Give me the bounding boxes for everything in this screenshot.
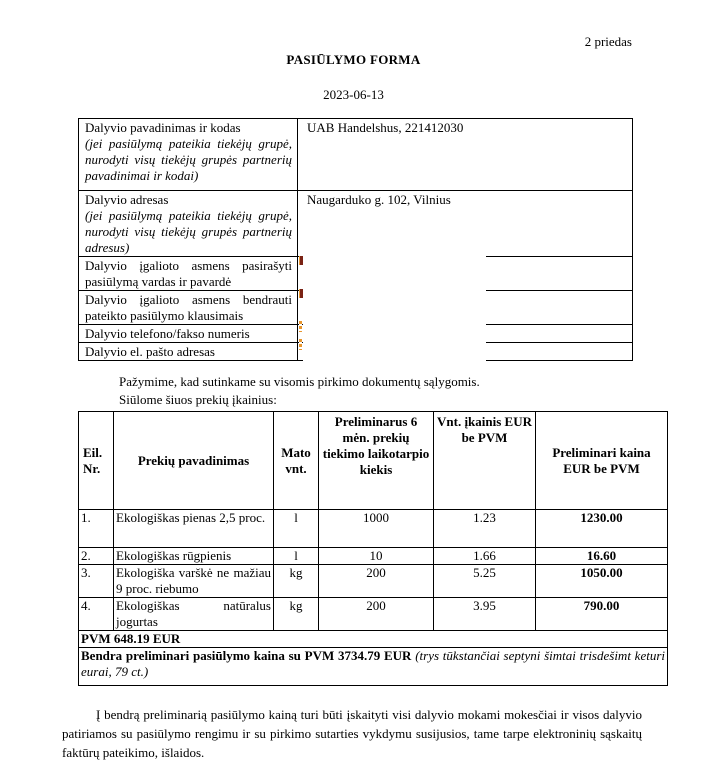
participant-value-cell: Naugarduko g. 102, Vilnius bbox=[298, 191, 633, 257]
field-note: (jei pasiūlymą pateikia tiekėjų grupė, nurodyti visų tiekėjų grupės partnerių pavadinimai ir kodai) bbox=[85, 136, 292, 183]
grand-total-row bbox=[79, 648, 668, 686]
product-name: Ekologiškas natūralus jogurtas bbox=[114, 598, 274, 631]
redacted-text-fragment bbox=[299, 256, 303, 265]
row-number: 1. bbox=[79, 510, 114, 548]
quantity: 10 bbox=[319, 548, 434, 565]
vat-amount: PVM 648.19 EUR bbox=[79, 631, 668, 648]
table-row bbox=[79, 598, 668, 631]
footer-paragraph: Į bendrą preliminarią pasiūlymo kainą turi būti įskaityti visi dalyvio mokami mokesčiai ir visos dalyvio patiriamos su pasiūlymo rengimu ir su pirkimo sutarties vykdymu susijusios, tame tarpe elektroninių sąskaitų faktūrų pateikimo, išlaidos. bbox=[62, 707, 642, 760]
field-label: Dalyvio adresas bbox=[85, 192, 169, 207]
table-row bbox=[79, 191, 633, 257]
product-name: Ekologiškas rūgpienis bbox=[114, 548, 274, 565]
line-total: 1230.00 bbox=[536, 510, 668, 548]
product-name: Ekologiška varškė ne mažiau 9 proc. riebumo bbox=[114, 565, 274, 598]
participant-label-cell bbox=[79, 343, 298, 361]
redacted-text-fragment bbox=[299, 289, 303, 298]
unit: kg bbox=[274, 598, 319, 631]
row-number: 3. bbox=[79, 565, 114, 598]
field-label: Dalyvio el. pašto adresas bbox=[85, 344, 215, 359]
field-note: (jei pasiūlymą pateikia tiekėjų grupė, nurodyti visų tiekėjų grupės partnerių adresus) bbox=[85, 208, 292, 255]
price-table bbox=[78, 411, 668, 686]
column-header: Preliminari kaina EUR be PVM bbox=[536, 412, 668, 510]
table-row bbox=[79, 510, 668, 548]
table-row bbox=[79, 119, 633, 191]
offer-line: Siūlome šiuos prekių įkainius: bbox=[119, 392, 277, 407]
table-row bbox=[79, 565, 668, 598]
participant-label-cell bbox=[79, 119, 298, 191]
consent-line: Pažymime, kad sutinkame su visomis pirkimo dokumentų sąlygomis. bbox=[119, 374, 480, 389]
document-date: 2023-06-13 bbox=[323, 87, 384, 102]
participant-label-cell bbox=[79, 257, 298, 291]
row-number: 2. bbox=[79, 548, 114, 565]
participant-label-cell bbox=[79, 291, 298, 325]
table-header-row bbox=[79, 412, 668, 510]
unit: l bbox=[274, 548, 319, 565]
redacted-text-fragment bbox=[299, 321, 302, 332]
redaction-overlay bbox=[303, 250, 486, 362]
row-number: 4. bbox=[79, 598, 114, 631]
grand-total-cell bbox=[79, 648, 668, 686]
unit-price: 1.23 bbox=[434, 510, 536, 548]
line-total: 790.00 bbox=[536, 598, 668, 631]
column-header: Prekių pavadinimas bbox=[114, 412, 274, 510]
column-header: Preliminarus 6 mėn. prekių tiekimo laikotarpio kiekis bbox=[319, 412, 434, 510]
grand-total-words: (trys tūkstančiai septyni šimtai trisdešimt keturi eurai, 79 ct.) bbox=[81, 648, 665, 679]
field-label: Dalyvio įgalioto asmens bendrauti pateikto pasiūlymo klausimais bbox=[85, 292, 292, 323]
column-header: Vnt. įkainis EUR be PVM bbox=[434, 412, 536, 510]
quantity: 1000 bbox=[319, 510, 434, 548]
participant-value-cell: UAB Handelshus, 221412030 bbox=[298, 119, 633, 191]
document-title: PASIŪLYMO FORMA bbox=[286, 52, 421, 67]
unit: l bbox=[274, 510, 319, 548]
table-row bbox=[79, 548, 668, 565]
field-label: Dalyvio pavadinimas ir kodas bbox=[85, 120, 241, 135]
column-header: Eil. Nr. bbox=[79, 412, 114, 510]
unit-price: 3.95 bbox=[434, 598, 536, 631]
line-total: 16.60 bbox=[536, 548, 668, 565]
quantity: 200 bbox=[319, 598, 434, 631]
redacted-text-fragment bbox=[299, 339, 302, 350]
quantity: 200 bbox=[319, 565, 434, 598]
product-name: Ekologiškas pienas 2,5 proc. bbox=[114, 510, 274, 548]
field-label: Dalyvio telefono/fakso numeris bbox=[85, 326, 250, 341]
column-header: Mato vnt. bbox=[274, 412, 319, 510]
participant-label-cell bbox=[79, 325, 298, 343]
participant-label-cell bbox=[79, 191, 298, 257]
field-label: Dalyvio įgalioto asmens pasirašyti pasiūlymą vardas ir pavardė bbox=[85, 258, 292, 289]
unit-price: 5.25 bbox=[434, 565, 536, 598]
annex-label: 2 priedas bbox=[584, 34, 632, 49]
line-total: 1050.00 bbox=[536, 565, 668, 598]
unit: kg bbox=[274, 565, 319, 598]
unit-price: 1.66 bbox=[434, 548, 536, 565]
vat-row bbox=[79, 631, 668, 648]
grand-total-amount: Bendra preliminari pasiūlymo kaina su PVM 3734.79 EUR bbox=[81, 648, 412, 663]
